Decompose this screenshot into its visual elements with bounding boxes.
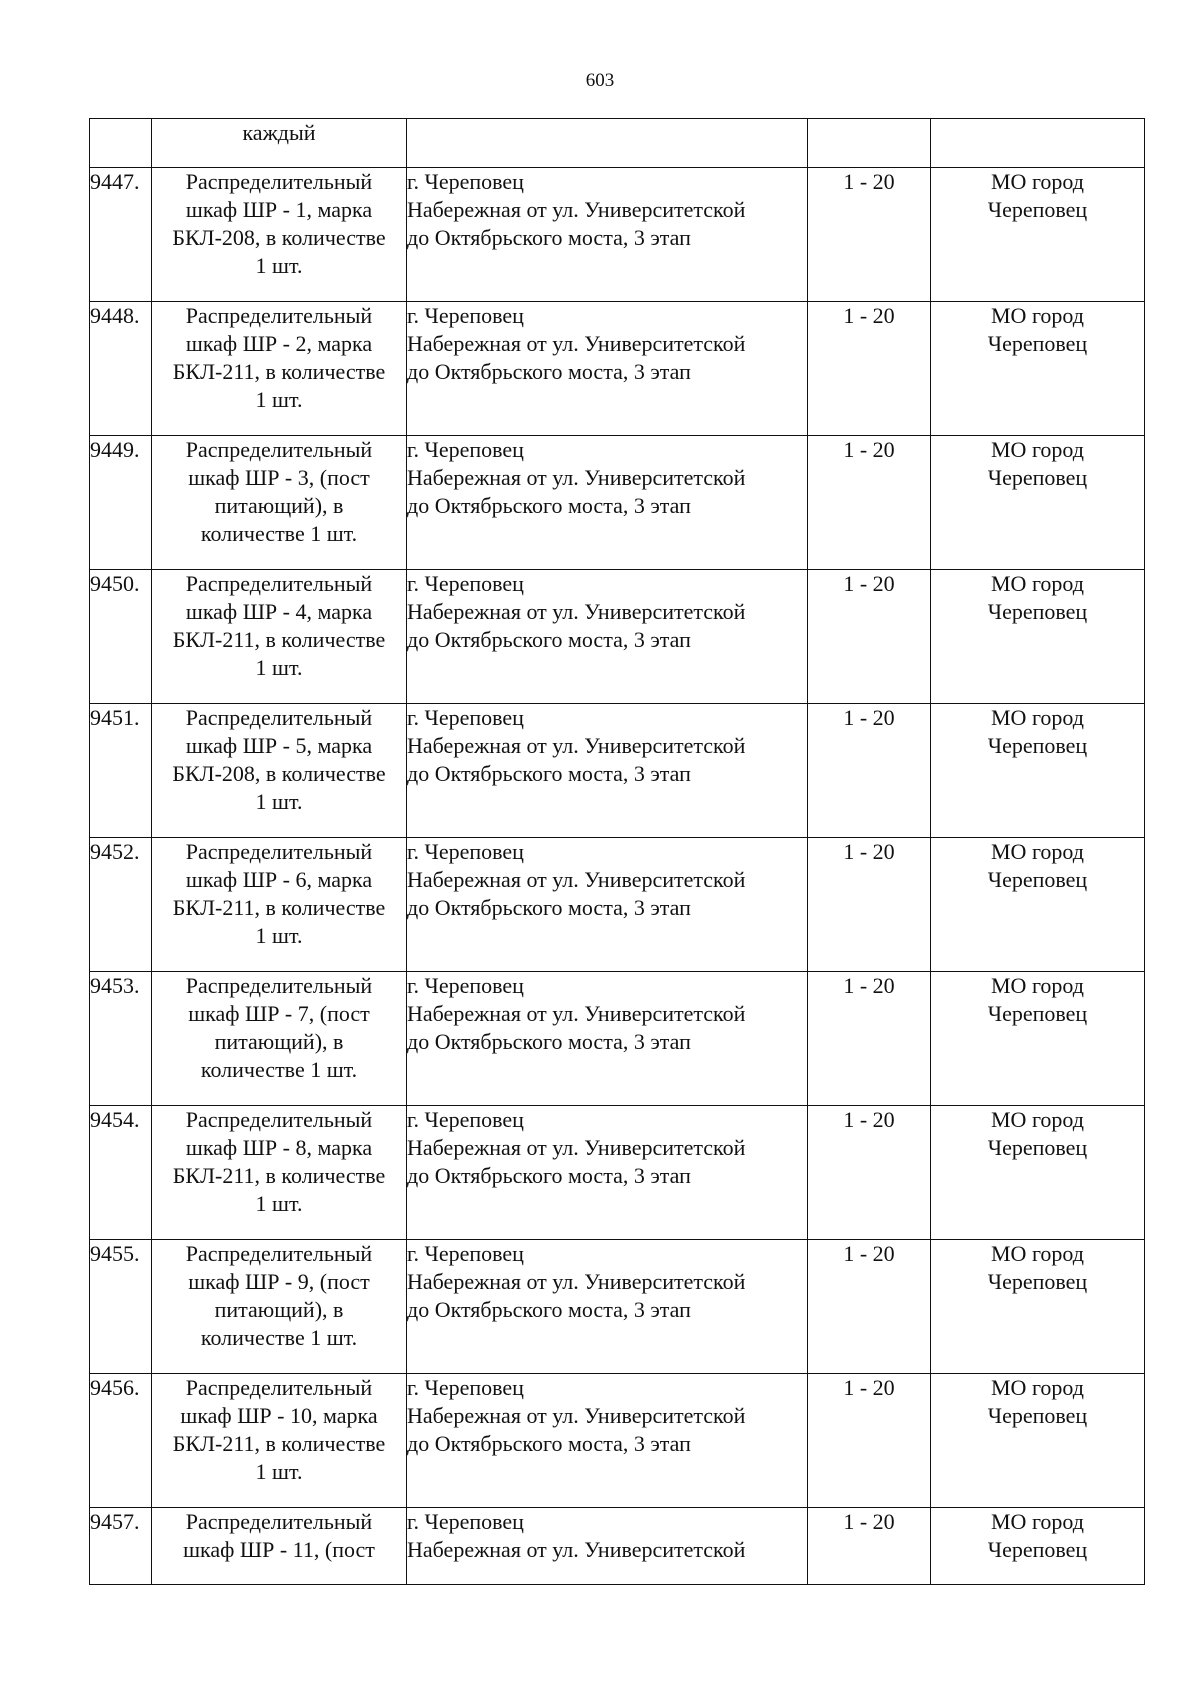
object-name-line: Распределительный <box>185 571 373 596</box>
address-line: до Октябрьского моста, 3 этап <box>407 493 691 518</box>
range-cell: 1 - 20 <box>808 704 931 838</box>
address-cell <box>407 1106 808 1240</box>
address-line: до Октябрьского моста, 3 этап <box>407 627 691 652</box>
owner-cell <box>931 1240 1145 1374</box>
address-line: до Октябрьского моста, 3 этап <box>407 761 691 786</box>
object-name-line: БКЛ-211, в количестве <box>172 1163 386 1188</box>
object-name-line: шкаф ШР - 4, марка <box>185 599 373 624</box>
object-name-cell <box>152 1106 407 1240</box>
owner-line: МО город <box>991 571 1084 596</box>
owner-cell <box>931 1374 1145 1508</box>
table-row <box>90 704 1145 838</box>
row-number-cell: 9452. <box>90 838 152 972</box>
object-name-line: Распределительный <box>185 973 373 998</box>
address-line: до Октябрьского моста, 3 этап <box>407 359 691 384</box>
object-name-line: БКЛ-211, в количестве <box>172 359 386 384</box>
address-line: до Октябрьского моста, 3 этап <box>407 1297 691 1322</box>
range-cell: 1 - 20 <box>808 1508 931 1585</box>
row-number-cell: 9451. <box>90 704 152 838</box>
row-number-cell: 9450. <box>90 570 152 704</box>
owner-line: Череповец <box>987 331 1088 356</box>
object-name-line: шкаф ШР - 6, марка <box>185 867 373 892</box>
address-cell <box>407 704 808 838</box>
owner-line: Череповец <box>987 465 1088 490</box>
object-name-cell <box>152 1508 407 1585</box>
owner-line: Череповец <box>987 733 1088 758</box>
continuation-owner-cell <box>931 119 1145 168</box>
table-row <box>90 570 1145 704</box>
continuation-address-cell <box>407 119 808 168</box>
table-row <box>90 1240 1145 1374</box>
owner-line: МО город <box>991 1375 1084 1400</box>
address-cell <box>407 168 808 302</box>
owner-line: МО город <box>991 839 1084 864</box>
address-city-line: г. Череповец <box>407 1107 524 1132</box>
object-name-line: шкаф ШР - 5, марка <box>185 733 373 758</box>
address-line: Набережная от ул. Университетской <box>407 1135 746 1160</box>
object-name-line: Распределительный <box>185 1107 373 1132</box>
owner-cell <box>931 972 1145 1106</box>
row-number-cell: 9453. <box>90 972 152 1106</box>
range-cell: 1 - 20 <box>808 1106 931 1240</box>
owner-line: МО город <box>991 303 1084 328</box>
object-name-line: шкаф ШР - 2, марка <box>185 331 373 356</box>
object-name-line: количестве 1 шт. <box>200 1325 358 1350</box>
row-number-cell: 9447. <box>90 168 152 302</box>
address-city-line: г. Череповец <box>407 571 524 596</box>
owner-cell <box>931 436 1145 570</box>
address-line: до Октябрьского моста, 3 этап <box>407 1431 691 1456</box>
object-name-line: Распределительный <box>185 1375 373 1400</box>
owner-cell <box>931 302 1145 436</box>
object-name-line: БКЛ-211, в количестве <box>172 627 386 652</box>
address-line: до Октябрьского моста, 3 этап <box>407 895 691 920</box>
address-cell <box>407 972 808 1106</box>
object-name-line: количестве 1 шт. <box>200 1057 358 1082</box>
table-row <box>90 1374 1145 1508</box>
object-name-line: 1 шт. <box>255 253 303 278</box>
object-name-line: 1 шт. <box>255 1191 303 1216</box>
address-city-line: г. Череповец <box>407 973 524 998</box>
owner-line: Череповец <box>987 1269 1088 1294</box>
table-row <box>90 302 1145 436</box>
row-number-cell: 9449. <box>90 436 152 570</box>
owner-line: Череповец <box>987 1001 1088 1026</box>
owner-line: МО город <box>991 437 1084 462</box>
object-name-line: питающий), в <box>214 1297 344 1322</box>
range-cell: 1 - 20 <box>808 1374 931 1508</box>
object-name-line: Распределительный <box>185 169 373 194</box>
object-name-line: шкаф ШР - 10, марка <box>180 1403 378 1428</box>
table-row <box>90 436 1145 570</box>
object-name-line: питающий), в <box>214 1029 344 1054</box>
object-name-line: Распределительный <box>185 1241 373 1266</box>
object-name-line: количестве 1 шт. <box>200 521 358 546</box>
registry-table <box>89 118 1145 1585</box>
address-line: Набережная от ул. Университетской <box>407 1001 746 1026</box>
address-line: до Октябрьского моста, 3 этап <box>407 1029 691 1054</box>
object-name-cell <box>152 838 407 972</box>
object-name-line: 1 шт. <box>255 387 303 412</box>
address-cell <box>407 436 808 570</box>
object-name-line: БКЛ-208, в количестве <box>172 761 386 786</box>
owner-line: МО город <box>991 1509 1084 1534</box>
object-name-cell <box>152 302 407 436</box>
owner-line: Череповец <box>987 1135 1088 1160</box>
address-line: Набережная от ул. Университетской <box>407 1403 746 1428</box>
address-cell <box>407 1374 808 1508</box>
range-cell: 1 - 20 <box>808 838 931 972</box>
object-name-cell <box>152 704 407 838</box>
address-cell <box>407 1508 808 1585</box>
address-line: Набережная от ул. Университетской <box>407 599 746 624</box>
continuation-row <box>90 119 1145 168</box>
object-name-line: питающий), в <box>214 493 344 518</box>
object-name-cell <box>152 168 407 302</box>
object-name-line: 1 шт. <box>255 923 303 948</box>
range-cell: 1 - 20 <box>808 436 931 570</box>
address-city-line: г. Череповец <box>407 839 524 864</box>
registry-body <box>90 119 1145 1585</box>
owner-cell <box>931 1508 1145 1585</box>
row-number-cell: 9455. <box>90 1240 152 1374</box>
object-name-line: шкаф ШР - 1, марка <box>185 197 373 222</box>
address-city-line: г. Череповец <box>407 303 524 328</box>
address-city-line: г. Череповец <box>407 1509 524 1534</box>
page-number: 603 <box>585 70 615 91</box>
object-name-cell <box>152 570 407 704</box>
object-name-line: Распределительный <box>185 303 373 328</box>
address-city-line: г. Череповец <box>407 1375 524 1400</box>
table-row <box>90 1508 1145 1585</box>
object-name-cell <box>152 1374 407 1508</box>
owner-cell <box>931 168 1145 302</box>
object-name-line: шкаф ШР - 7, (пост <box>188 1001 370 1026</box>
address-city-line: г. Череповец <box>407 1241 524 1266</box>
address-line: Набережная от ул. Университетской <box>407 1269 746 1294</box>
continuation-num-cell <box>90 119 152 168</box>
owner-line: МО город <box>991 1107 1084 1132</box>
address-line: Набережная от ул. Университетской <box>407 465 746 490</box>
row-number-cell: 9457. <box>90 1508 152 1585</box>
owner-line: Череповец <box>987 599 1088 624</box>
address-line: Набережная от ул. Университетской <box>407 867 746 892</box>
object-name-cell <box>152 436 407 570</box>
continuation-range-cell <box>808 119 931 168</box>
owner-line: Череповец <box>987 867 1088 892</box>
object-name-line: БКЛ-211, в количестве <box>172 895 386 920</box>
table-row <box>90 838 1145 972</box>
address-line: до Октябрьского моста, 3 этап <box>407 225 691 250</box>
range-cell: 1 - 20 <box>808 972 931 1106</box>
address-cell <box>407 570 808 704</box>
range-cell: 1 - 20 <box>808 1240 931 1374</box>
continuation-name-cell: каждый <box>152 119 407 168</box>
range-cell: 1 - 20 <box>808 168 931 302</box>
object-name-line: шкаф ШР - 8, марка <box>185 1135 373 1160</box>
address-line: Набережная от ул. Университетской <box>407 1537 746 1562</box>
address-city-line: г. Череповец <box>407 705 524 730</box>
address-line: до Октябрьского моста, 3 этап <box>407 1163 691 1188</box>
object-name-line: Распределительный <box>185 1509 373 1534</box>
address-cell <box>407 838 808 972</box>
range-cell: 1 - 20 <box>808 302 931 436</box>
address-city-line: г. Череповец <box>407 169 524 194</box>
owner-line: МО город <box>991 705 1084 730</box>
row-number-cell: 9448. <box>90 302 152 436</box>
object-name-line: БКЛ-211, в количестве <box>172 1431 386 1456</box>
object-name-line: Распределительный <box>185 839 373 864</box>
object-name-line: 1 шт. <box>255 655 303 680</box>
address-line: Набережная от ул. Университетской <box>407 733 746 758</box>
owner-cell <box>931 570 1145 704</box>
object-name-line: шкаф ШР - 11, (пост <box>183 1537 375 1562</box>
object-name-line: БКЛ-208, в количестве <box>172 225 386 250</box>
owner-line: Череповец <box>987 1537 1088 1562</box>
object-name-line: Распределительный <box>185 437 373 462</box>
table-row <box>90 168 1145 302</box>
owner-line: МО город <box>991 169 1084 194</box>
owner-line: Череповец <box>987 1403 1088 1428</box>
address-line: Набережная от ул. Университетской <box>407 197 746 222</box>
owner-line: МО город <box>991 1241 1084 1266</box>
owner-cell <box>931 704 1145 838</box>
owner-cell <box>931 838 1145 972</box>
address-cell <box>407 302 808 436</box>
object-name-line: шкаф ШР - 9, (пост <box>188 1269 370 1294</box>
address-line: Набережная от ул. Университетской <box>407 331 746 356</box>
address-city-line: г. Череповец <box>407 437 524 462</box>
row-number-cell: 9454. <box>90 1106 152 1240</box>
object-name-line: 1 шт. <box>255 789 303 814</box>
owner-line: МО город <box>991 973 1084 998</box>
object-name-line: 1 шт. <box>255 1459 303 1484</box>
owner-cell <box>931 1106 1145 1240</box>
table-row <box>90 1106 1145 1240</box>
row-number-cell: 9456. <box>90 1374 152 1508</box>
address-cell <box>407 1240 808 1374</box>
object-name-line: шкаф ШР - 3, (пост <box>188 465 370 490</box>
object-name-cell <box>152 972 407 1106</box>
table-row <box>90 972 1145 1106</box>
owner-line: Череповец <box>987 197 1088 222</box>
object-name-line: Распределительный <box>185 705 373 730</box>
object-name-cell <box>152 1240 407 1374</box>
range-cell: 1 - 20 <box>808 570 931 704</box>
